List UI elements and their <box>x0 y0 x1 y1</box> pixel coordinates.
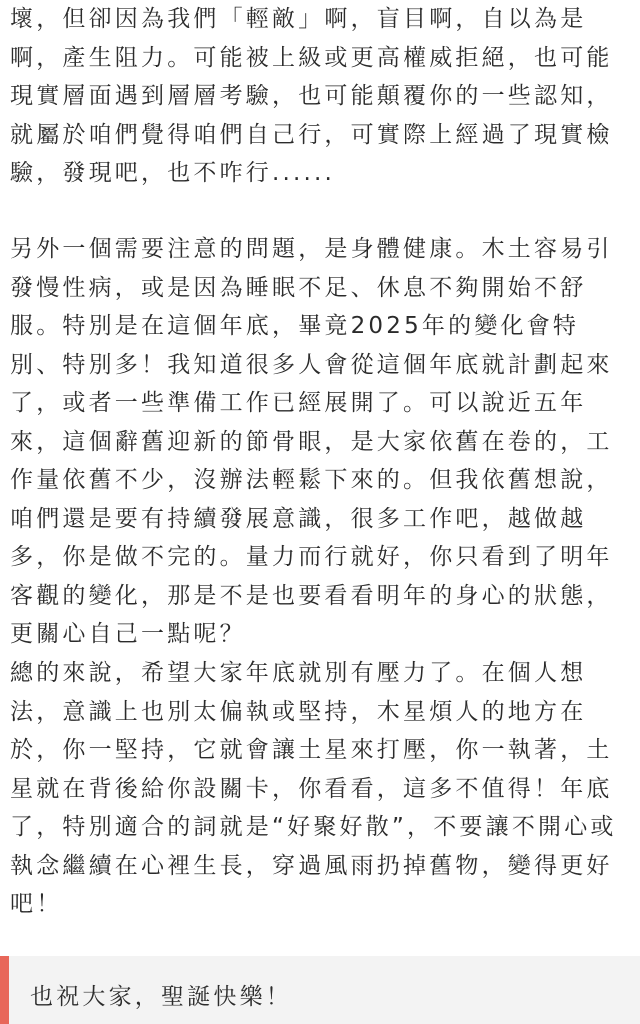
paragraph-3: 總的來說，希望大家年底就別有壓力了。在個人想法，意識上也別太偏執或堅持，木星煩人的地方在於，你一堅持，它就會讓土星來打壓，你一執著，土星就在背後給你設關卡，你看看，這多不值得！年底了，特別適合的詞就是“好聚好散”，不要讓不開心或執念繼續在心裡生長，穿過風雨扔掉舊物，變得更好吧！ <box>10 660 617 917</box>
callout-accent-bar <box>0 956 9 1024</box>
blockquote-callout <box>0 956 640 1024</box>
paragraph-1: 壞，但卻因為我們「輕敵」啊，盲目啊，自以為是啊，產生阻力。可能被上級或更高權威拒絕，也可能現實層面遇到層層考驗，也可能顛覆你的一些認知，就屬於咱們覺得咱們自己行，可實際上經過了現實檢驗，發現吧，也不咋行...... <box>10 6 613 186</box>
paragraph-2: 另外一個需要注意的問題，是身體健康。木土容易引發慢性病，或是因為睡眠不足、休息不夠開始不舒服。特別是在這個年底，畢竟2025年的變化會特別、特別多！我知道很多人會從這個年底就計劃起來了，或者一些準備工作已經展開了。可以說近五年來，這個辭舊迎新的節骨眼，是大家依舊在卷的，工作量依舊不少，沒辦法輕鬆下來的。但我依舊想說，咱們還是要有持續發展意識，很多工作吧，越做越多，你是做不完的。量力而行就好，你只看到了明年客觀的變化，那是不是也要看看明年的身心的狀態，更關心自己一點呢？ <box>10 236 613 647</box>
callout-text: 也祝大家，聖誕快樂！ <box>30 984 292 1010</box>
